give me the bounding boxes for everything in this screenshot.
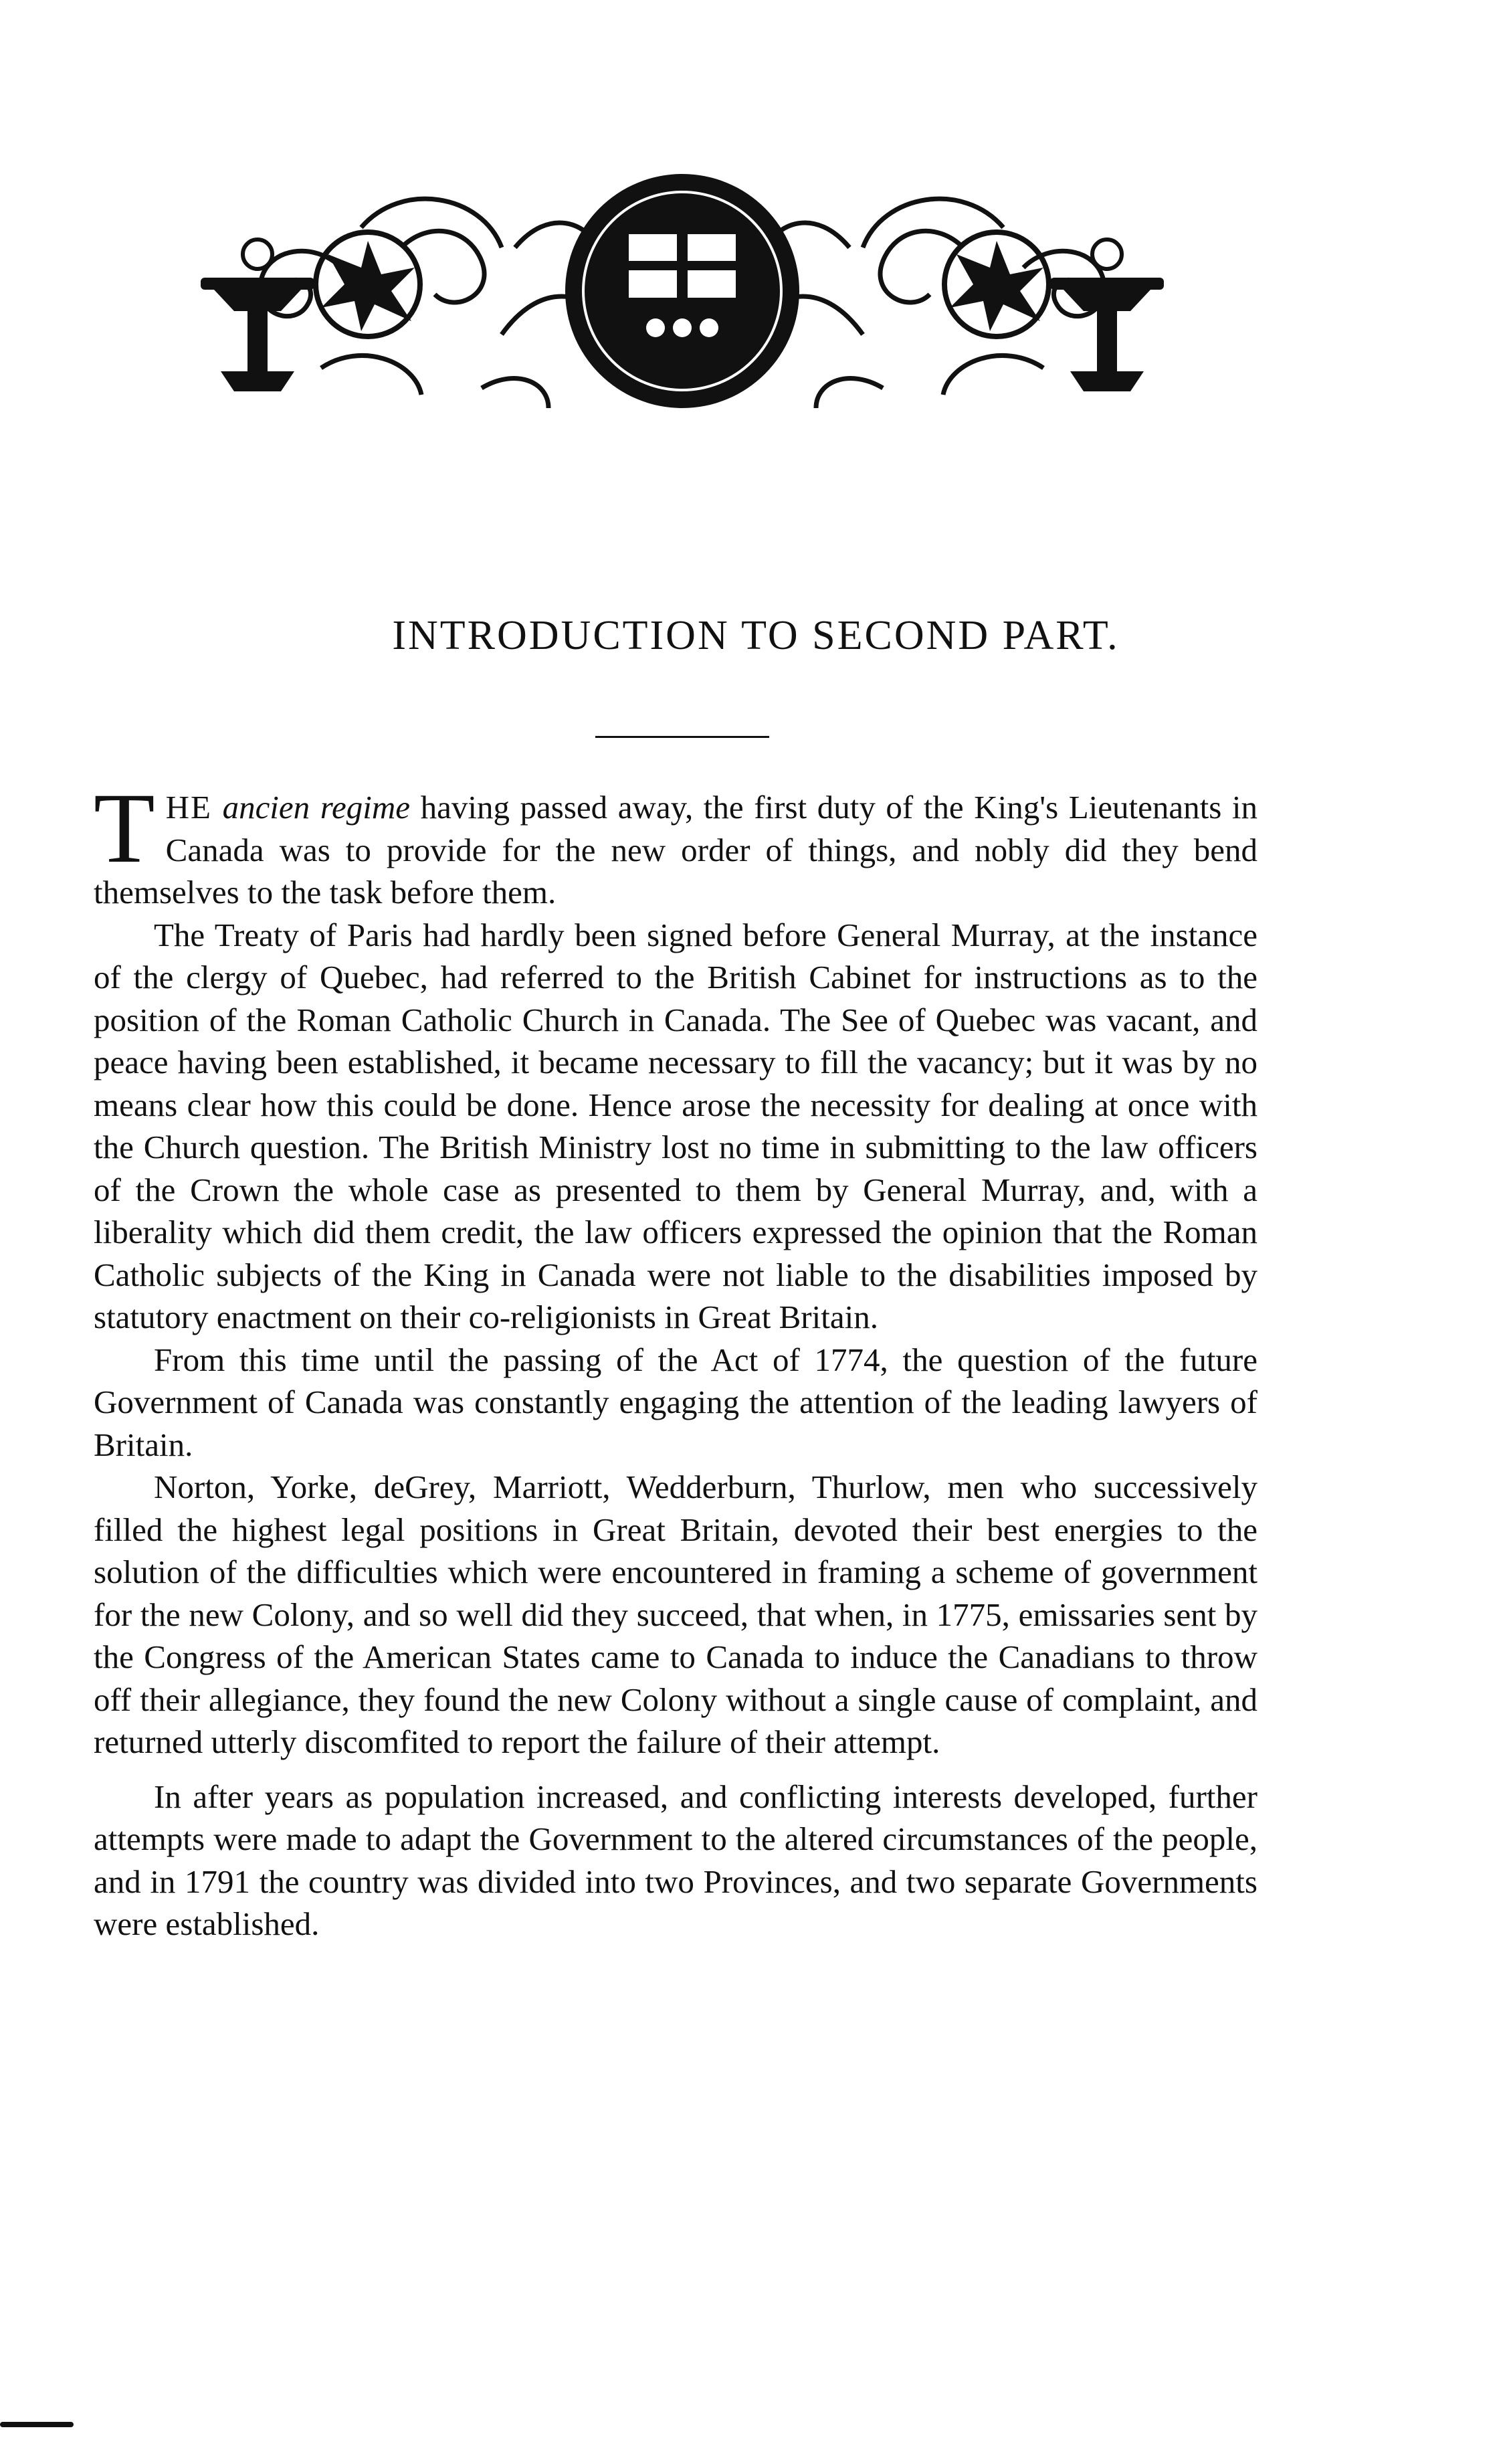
ornamental-crest-headpiece	[201, 167, 1164, 435]
paragraph-1	[94, 773, 1258, 914]
paragraph-2: The Treaty of Paris had hardly been signed before General Murray, at the instance of the clergy of Quebec, had referred to the British Cabinet for instructions as to the position of the Roman Catholic Church in Canada. The See of Quebec was vacant, and peace having been established, it became necessary to fill the vacancy; but it was by no means clear how this could be done. Hence arose the necessity for dealing at once with the Church question. The British Ministry lost no time in submitting to the law officers of the Crown the whole case as presented to them by General Murray, and, with a liberality which did them credit, the law officers expressed the opinion that the Roman Catholic subjects of the King in Canada were not liable to the disabilities imposed by statutory enactment on their co-religionists in Great Britain.	[94, 916, 1257, 1335]
paragraph-1-rest: having passed away, the first duty of the King's Lieutenants in Canada was to provide for the new order of things, and nobly did they bend themselves to the task before them.	[94, 789, 1258, 911]
paragraph-3: From this time until the passing of the Act of 1774, the question of the future Government of Canada was constantly engaging the attention of the leading lawyers of Britain.	[94, 1341, 1257, 1463]
title-divider	[595, 736, 769, 738]
paragraph-5: In after years as population increased, and conflicting interests developed, further attempts were made to adapt the Government to the altered circumstances of the people, and in 1791 the country was divided into two Provinces, and two separate Governments were established.	[94, 1778, 1257, 1942]
lead-in: HE	[165, 789, 212, 826]
italic-phrase: ancien regime	[222, 789, 411, 826]
page-title: INTRODUCTION TO SECOND PART.	[392, 613, 1120, 658]
page-edge-mark	[0, 2422, 74, 2427]
drop-cap: T	[94, 773, 155, 884]
paragraph-4: Norton, Yorke, deGrey, Marriott, Wedderburn, Thurlow, men who successively filled the highest legal positions in Great Britain, devoted their best energies to the solution of the difficulties which were encountered in framing a scheme of government for the new Colony, and so well did they succeed, that when, in 1775, emissaries sent by the Congress of the American States came to Canada to induce the Canadians to throw off their allegiance, they found the new Colony without a single cause of complaint, and returned utterly discomfited to report the failure of their attempt.	[94, 1468, 1257, 1760]
body-text	[94, 773, 1258, 1946]
